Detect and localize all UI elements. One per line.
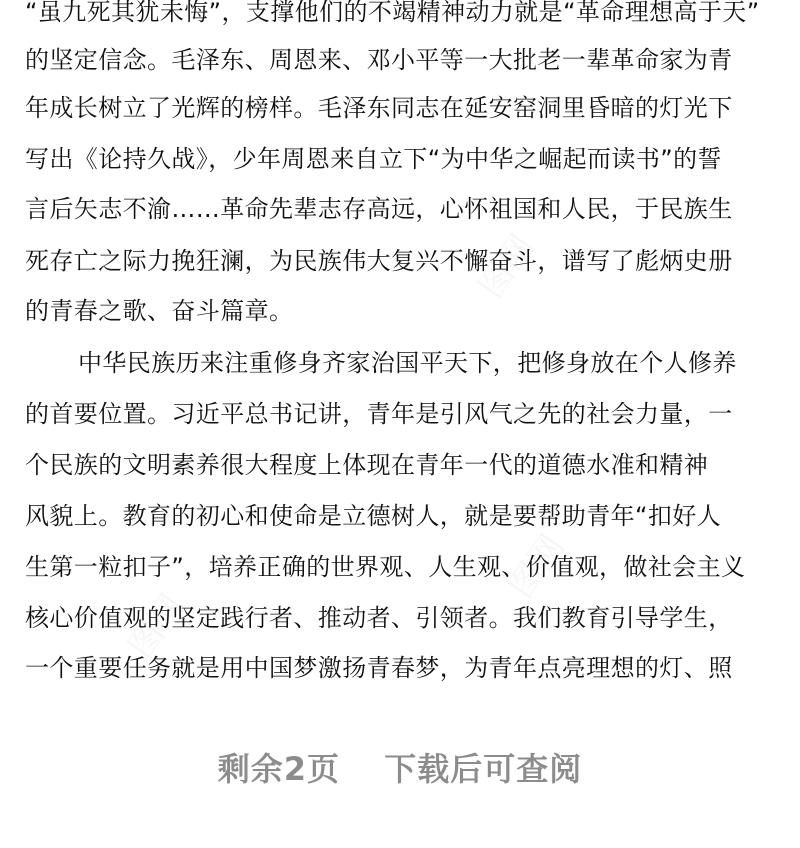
text-line: 中华民族历来注重修身齐家治国平天下，把修身放在个人修养 xyxy=(78,349,737,377)
text-line: 死存亡之际力挽狂澜，为民族伟大复兴不懈奋斗，谱写了彪炳史册 xyxy=(25,247,733,275)
remaining-pages-notice[interactable] xyxy=(0,744,800,790)
text-line: 生第一粒扣子”，培养正确的世界观、人生观、价值观，做社会主义 xyxy=(25,553,746,581)
text-line: 的坚定信念。毛泽东、周恩来、邓小平等一大批老一辈革命家为青 xyxy=(25,46,733,74)
text-line: 言后矢志不渝……革命先辈志存高远，心怀祖国和人民，于民族生 xyxy=(25,195,733,223)
text-line: 写出《论持久战》，少年周恩来自立下“为中华之崛起而读书”的誓 xyxy=(25,145,722,173)
text-line: 的首要位置。习近平总书记讲，青年是引风气之先的社会力量，一 xyxy=(25,400,733,428)
download-to-view-label: 下载后可查阅 xyxy=(384,750,583,788)
text-line: 年成长树立了光辉的榜样。毛泽东同志在延安窑洞里昏暗的灯光下 xyxy=(25,94,733,122)
text-line: 的青春之歌、奋斗篇章。 xyxy=(25,297,294,325)
text-line: “虽九死其犹未悔”，支撑他们的不竭精神动力就是“革命理想高于天” xyxy=(25,0,760,26)
text-line: 风貌上。教育的初心和使命是立德树人，就是要帮助青年“扣好人 xyxy=(25,502,722,530)
text-line: 个民族的文明素养很大程度上体现在青年一代的道德水准和精神 xyxy=(25,451,709,479)
text-line: 核心价值观的坚定践行者、推动者、引领者。我们教育引导学生， xyxy=(25,604,733,632)
remaining-pages-label: 剩余2页 xyxy=(217,750,341,788)
text-line: 一个重要任务就是用中国梦激扬青春梦，为青年点亮理想的灯、照 xyxy=(25,654,733,682)
